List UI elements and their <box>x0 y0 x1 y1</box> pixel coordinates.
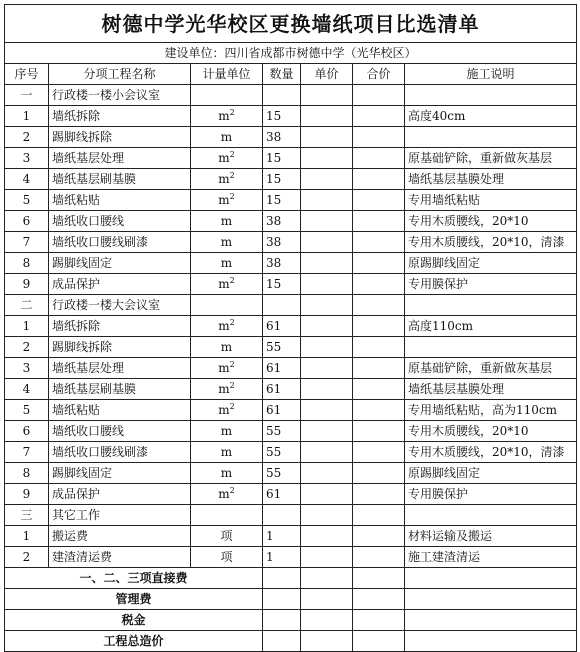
unit-superscript: 2 <box>229 486 235 495</box>
unit-base: m <box>218 193 230 207</box>
unit-base: m <box>220 445 233 459</box>
unit-price-cell <box>301 400 353 421</box>
table-row <box>5 358 577 379</box>
quantity-cell: 61 <box>263 379 301 400</box>
table-row <box>5 379 577 400</box>
quantity-cell: 1 <box>263 526 301 547</box>
table-row <box>5 106 577 127</box>
summary-row <box>5 631 577 652</box>
line-total-cell <box>353 190 405 211</box>
unit-cell <box>191 484 263 505</box>
item-name: 墙纸基层处理 <box>49 148 191 169</box>
empty-cell <box>263 505 301 526</box>
unit-base: m <box>220 466 233 480</box>
summary-label: 工程总造价 <box>5 631 263 652</box>
document-title: 树德中学光华校区更换墙纸项目比选清单 <box>5 5 577 43</box>
quantity-cell: 15 <box>263 190 301 211</box>
empty-cell <box>263 295 301 316</box>
unit-cell <box>191 232 263 253</box>
item-name: 墙纸拆除 <box>49 316 191 337</box>
empty-cell <box>405 631 577 652</box>
table-row <box>5 316 577 337</box>
unit-price-cell <box>301 337 353 358</box>
row-number: 7 <box>5 442 49 463</box>
row-number: 1 <box>5 316 49 337</box>
unit-superscript: 2 <box>229 360 235 369</box>
row-number: 9 <box>5 274 49 295</box>
construction-note: 专用木质腰线，20*10 <box>405 421 577 442</box>
unit-base: 项 <box>220 529 233 543</box>
row-number: 3 <box>5 148 49 169</box>
unit-price-cell <box>301 526 353 547</box>
summary-label: 管理费 <box>5 589 263 610</box>
construction-note: 原基础铲除，重新做灰基层 <box>405 358 577 379</box>
table-row <box>5 484 577 505</box>
unit-price-cell <box>301 169 353 190</box>
quantity-cell: 61 <box>263 484 301 505</box>
table-row <box>5 169 577 190</box>
item-name: 搬运费 <box>49 526 191 547</box>
line-total-cell <box>353 526 405 547</box>
quantity-cell: 55 <box>263 421 301 442</box>
unit-base: m <box>218 319 230 333</box>
unit-cell <box>191 316 263 337</box>
section-name: 其它工作 <box>49 505 191 526</box>
unit-superscript: 2 <box>229 276 235 285</box>
unit-price-cell <box>301 421 353 442</box>
unit-price-cell <box>301 274 353 295</box>
item-name: 墙纸基层刷基膜 <box>49 379 191 400</box>
section-number: 二 <box>5 295 49 316</box>
line-total-cell <box>353 106 405 127</box>
empty-cell <box>301 568 353 589</box>
section-number: 一 <box>5 85 49 106</box>
item-name: 踢脚线固定 <box>49 463 191 484</box>
unit-superscript: 2 <box>229 381 235 390</box>
summary-row <box>5 568 577 589</box>
line-total-cell <box>353 547 405 568</box>
table-row <box>5 127 577 148</box>
empty-cell <box>405 610 577 631</box>
line-total-cell <box>353 127 405 148</box>
line-total-cell <box>353 232 405 253</box>
unit-price-cell <box>301 316 353 337</box>
header-item: 分项工程名称 <box>49 64 191 85</box>
header-desc: 施工说明 <box>405 64 577 85</box>
table-row <box>5 442 577 463</box>
empty-cell <box>353 85 405 106</box>
table-row <box>5 190 577 211</box>
empty-cell <box>191 85 263 106</box>
empty-cell <box>191 295 263 316</box>
item-name: 成品保护 <box>49 274 191 295</box>
empty-cell <box>405 295 577 316</box>
line-total-cell <box>353 337 405 358</box>
summary-row <box>5 589 577 610</box>
item-name: 墙纸收口腰线刷漆 <box>49 232 191 253</box>
empty-cell <box>353 568 405 589</box>
unit-superscript: 2 <box>229 402 235 411</box>
unit-price-cell <box>301 211 353 232</box>
empty-cell <box>353 589 405 610</box>
line-total-cell <box>353 253 405 274</box>
construction-note: 专用木质腰线，20*10 <box>405 211 577 232</box>
unit-price-cell <box>301 127 353 148</box>
construction-note: 专用墙纸粘贴 <box>405 190 577 211</box>
row-number: 8 <box>5 253 49 274</box>
unit-cell <box>191 421 263 442</box>
header-no: 序号 <box>5 64 49 85</box>
line-total-cell <box>353 358 405 379</box>
construction-note: 专用木质腰线，20*10，清漆 <box>405 232 577 253</box>
table-row <box>5 421 577 442</box>
item-name: 墙纸基层刷基膜 <box>49 169 191 190</box>
header-total: 合价 <box>353 64 405 85</box>
empty-cell <box>353 295 405 316</box>
row-number: 7 <box>5 232 49 253</box>
quantity-cell: 15 <box>263 106 301 127</box>
unit-cell <box>191 253 263 274</box>
table-row <box>5 463 577 484</box>
unit-superscript: 2 <box>229 192 235 201</box>
section-number: 三 <box>5 505 49 526</box>
line-total-cell <box>353 421 405 442</box>
empty-cell <box>301 505 353 526</box>
unit-price-cell <box>301 148 353 169</box>
empty-cell <box>301 589 353 610</box>
row-number: 4 <box>5 379 49 400</box>
unit-superscript: 2 <box>229 318 235 327</box>
construction-note: 墙纸基层基膜处理 <box>405 379 577 400</box>
construction-note: 原踢脚线固定 <box>405 463 577 484</box>
construction-note: 专用木质腰线，20*10，清漆 <box>405 442 577 463</box>
empty-cell <box>263 589 301 610</box>
construction-note: 原踢脚线固定 <box>405 253 577 274</box>
unit-cell <box>191 169 263 190</box>
row-number: 4 <box>5 169 49 190</box>
empty-cell <box>301 85 353 106</box>
quantity-cell: 38 <box>263 211 301 232</box>
row-number: 5 <box>5 400 49 421</box>
unit-base: m <box>218 151 230 165</box>
table-row <box>5 211 577 232</box>
unit-base: m <box>218 109 230 123</box>
quantity-cell: 15 <box>263 148 301 169</box>
item-name: 墙纸拆除 <box>49 106 191 127</box>
unit-base: m <box>220 130 233 144</box>
line-total-cell <box>353 274 405 295</box>
unit-price-cell <box>301 253 353 274</box>
unit-price-cell <box>301 547 353 568</box>
row-number: 2 <box>5 337 49 358</box>
header-row <box>5 64 577 85</box>
table-row <box>5 148 577 169</box>
header-unit: 计量单位 <box>191 64 263 85</box>
unit-superscript: 2 <box>229 150 235 159</box>
unit-base: m <box>220 256 233 270</box>
quantity-cell: 55 <box>263 337 301 358</box>
row-number: 6 <box>5 211 49 232</box>
quantity-cell: 61 <box>263 400 301 421</box>
section-row <box>5 295 577 316</box>
empty-cell <box>263 610 301 631</box>
empty-cell <box>301 631 353 652</box>
unit-price-cell <box>301 463 353 484</box>
unit-base: 项 <box>220 550 233 564</box>
unit-superscript: 2 <box>229 108 235 117</box>
item-name: 踢脚线固定 <box>49 253 191 274</box>
unit-base: m <box>218 172 230 186</box>
unit-base: m <box>220 340 233 354</box>
construction-note <box>405 337 577 358</box>
unit-cell <box>191 463 263 484</box>
unit-superscript: 2 <box>229 171 235 180</box>
unit-cell <box>191 127 263 148</box>
unit-cell <box>191 337 263 358</box>
construction-note: 材料运输及搬运 <box>405 526 577 547</box>
unit-base: m <box>218 382 230 396</box>
section-row <box>5 85 577 106</box>
header-qty: 数量 <box>263 64 301 85</box>
section-name: 行政楼一楼小会议室 <box>49 85 191 106</box>
item-name: 墙纸粘贴 <box>49 190 191 211</box>
row-number: 3 <box>5 358 49 379</box>
empty-cell <box>301 610 353 631</box>
quantity-cell: 15 <box>263 274 301 295</box>
unit-cell <box>191 526 263 547</box>
quantity-cell: 1 <box>263 547 301 568</box>
unit-price-cell <box>301 442 353 463</box>
empty-cell <box>301 295 353 316</box>
line-total-cell <box>353 463 405 484</box>
table-row <box>5 547 577 568</box>
empty-cell <box>263 85 301 106</box>
quantity-cell: 55 <box>263 442 301 463</box>
construction-note: 高度40cm <box>405 106 577 127</box>
row-number: 2 <box>5 547 49 568</box>
quantity-cell: 38 <box>263 253 301 274</box>
table-row <box>5 253 577 274</box>
row-number: 6 <box>5 421 49 442</box>
line-total-cell <box>353 211 405 232</box>
quantity-cell: 61 <box>263 316 301 337</box>
item-name: 建渣清运费 <box>49 547 191 568</box>
item-name: 墙纸基层处理 <box>49 358 191 379</box>
empty-cell <box>405 589 577 610</box>
row-number: 9 <box>5 484 49 505</box>
item-name: 踢脚线拆除 <box>49 127 191 148</box>
quantity-cell: 15 <box>263 169 301 190</box>
unit-price-cell <box>301 190 353 211</box>
unit-price-cell <box>301 379 353 400</box>
empty-cell <box>353 610 405 631</box>
unit-cell <box>191 148 263 169</box>
row-number: 1 <box>5 526 49 547</box>
construction-note: 专用墙纸粘贴，高为110cm <box>405 400 577 421</box>
unit-cell <box>191 211 263 232</box>
line-total-cell <box>353 442 405 463</box>
empty-cell <box>353 631 405 652</box>
item-name: 成品保护 <box>49 484 191 505</box>
quantity-cell: 55 <box>263 463 301 484</box>
item-name: 墙纸收口腰线刷漆 <box>49 442 191 463</box>
line-total-cell <box>353 484 405 505</box>
row-number: 2 <box>5 127 49 148</box>
table-row <box>5 337 577 358</box>
line-total-cell <box>353 400 405 421</box>
item-name: 墙纸收口腰线 <box>49 421 191 442</box>
empty-cell <box>353 505 405 526</box>
table-row <box>5 274 577 295</box>
quantity-cell: 38 <box>263 232 301 253</box>
item-name: 墙纸收口腰线 <box>49 211 191 232</box>
unit-price-cell <box>301 232 353 253</box>
unit-base: m <box>220 214 233 228</box>
line-total-cell <box>353 148 405 169</box>
row-number: 8 <box>5 463 49 484</box>
unit-base: m <box>218 487 230 501</box>
line-total-cell <box>353 169 405 190</box>
table-row <box>5 526 577 547</box>
summary-label: 税金 <box>5 610 263 631</box>
section-name: 行政楼一楼大会议室 <box>49 295 191 316</box>
construction-note: 高度110cm <box>405 316 577 337</box>
unit-base: m <box>218 403 230 417</box>
unit-base: m <box>220 424 233 438</box>
construction-note: 原基础铲除，重新做灰基层 <box>405 148 577 169</box>
summary-row <box>5 610 577 631</box>
empty-cell <box>405 85 577 106</box>
unit-cell <box>191 400 263 421</box>
empty-cell <box>263 568 301 589</box>
construction-note <box>405 127 577 148</box>
unit-cell <box>191 358 263 379</box>
unit-price-cell <box>301 484 353 505</box>
unit-base: m <box>218 277 230 291</box>
unit-cell <box>191 274 263 295</box>
item-name: 踢脚线拆除 <box>49 337 191 358</box>
unit-price-cell <box>301 106 353 127</box>
quantity-cell: 61 <box>263 358 301 379</box>
unit-cell <box>191 106 263 127</box>
row-number: 1 <box>5 106 49 127</box>
section-row <box>5 505 577 526</box>
unit-cell <box>191 547 263 568</box>
unit-cell <box>191 379 263 400</box>
empty-cell <box>405 568 577 589</box>
unit-cell <box>191 190 263 211</box>
unit-base: m <box>220 235 233 249</box>
construction-note: 专用膜保护 <box>405 484 577 505</box>
line-total-cell <box>353 316 405 337</box>
table-row <box>5 232 577 253</box>
quantity-cell: 38 <box>263 127 301 148</box>
construction-note: 施工建渣清运 <box>405 547 577 568</box>
item-name: 墙纸粘贴 <box>49 400 191 421</box>
construction-note: 专用膜保护 <box>405 274 577 295</box>
table-row <box>5 400 577 421</box>
row-number: 5 <box>5 190 49 211</box>
empty-cell <box>191 505 263 526</box>
unit-base: m <box>218 361 230 375</box>
empty-cell <box>263 631 301 652</box>
line-total-cell <box>353 379 405 400</box>
bill-of-quantities-sheet <box>4 4 576 652</box>
quantities-table <box>4 4 577 652</box>
construction-note: 墙纸基层基膜处理 <box>405 169 577 190</box>
empty-cell <box>405 505 577 526</box>
unit-price-cell <box>301 358 353 379</box>
client-line: 建设单位：四川省成都市树德中学（光华校区） <box>5 43 577 64</box>
summary-label: 一、二、三项直接费 <box>5 568 263 589</box>
unit-cell <box>191 442 263 463</box>
header-price: 单价 <box>301 64 353 85</box>
